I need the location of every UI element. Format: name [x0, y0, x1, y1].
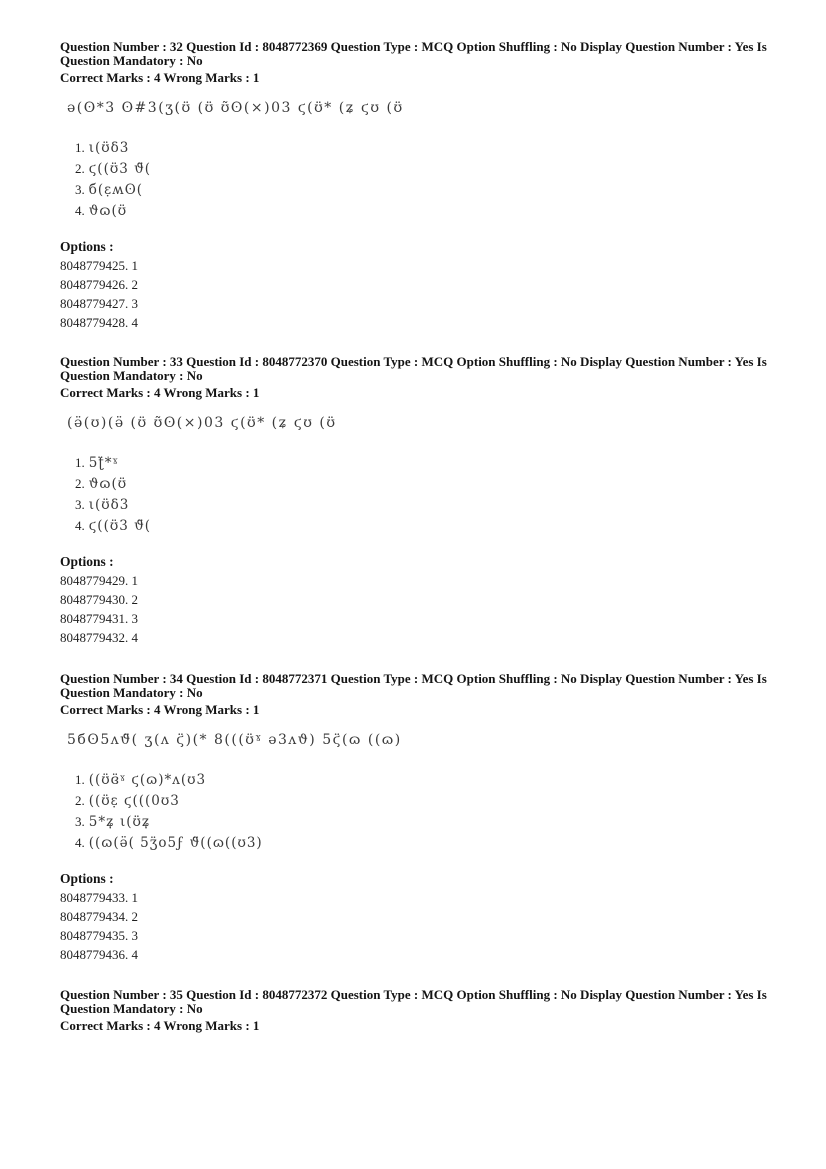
choice-text: ϑɷ(ʊ̈ — [88, 203, 128, 219]
options-label: Options : — [60, 239, 114, 254]
option-id-3: 8048779427. 3 — [60, 296, 138, 311]
question-text: ә(ʘ*3 ʘ#3(ӡ(ʊ̈ (ʊ̈ ʊ̃ʘ(×)03 ϛ(ʊ̈* (ʑ ϛʊ (ʊ̈ — [67, 100, 404, 116]
option-id-3: 8048779431. 3 — [60, 611, 138, 626]
question-meta-line2: Question Mandatory : No — [60, 368, 203, 383]
choice-number: 4. — [75, 835, 85, 850]
choice-3 — [75, 181, 143, 199]
question-meta-line1: Question Number : 34 Question Id : 8048772371 Question Type : MCQ Option Shuffling : No Display Question Number : Yes Is — [60, 671, 767, 686]
question-meta-line2: Question Mandatory : No — [60, 1001, 203, 1016]
option-id-4: 8048779428. 4 — [60, 315, 138, 330]
option-id-2: 8048779426. 2 — [60, 277, 138, 292]
choice-text: ι(ʊ̈δ3 — [88, 140, 130, 156]
choice-number: 1. — [75, 455, 85, 470]
choice-number: 2. — [75, 161, 85, 176]
question-text: 5бʘ5ʌϑ̈( ʒ(ʌ ϛ̈)(* 8(((ʊ̈ˠ ә3ʌϑ) 5ϛ̈(ɷ ((ɷ) — [67, 732, 402, 748]
option-id-1: 8048779433. 1 — [60, 890, 138, 905]
marks-line: Correct Marks : 4 Wrong Marks : 1 — [60, 70, 260, 85]
option-id-1: 8048779425. 1 — [60, 258, 138, 273]
choice-1 — [75, 771, 206, 789]
choice-text: ((ʊ̈ɛ̣ ϛ(((0ʊ3 — [88, 793, 180, 809]
choice-1 — [75, 139, 129, 157]
choice-number: 2. — [75, 476, 85, 491]
option-id-3: 8048779435. 3 — [60, 928, 138, 943]
choice-text: 5ʈ̈*ˠ — [88, 455, 119, 471]
choice-text: ι(ʊ̈δ3 — [88, 497, 130, 513]
option-id-4: 8048779432. 4 — [60, 630, 138, 645]
choice-number: 1. — [75, 140, 85, 155]
marks-line: Correct Marks : 4 Wrong Marks : 1 — [60, 1018, 260, 1033]
choice-4 — [75, 517, 151, 535]
question-block-35 — [60, 988, 770, 1048]
marks-line: Correct Marks : 4 Wrong Marks : 1 — [60, 385, 260, 400]
question-text: (ӛ(ʊ)(ӛ (ʊ̈ ʊ̃ʘ(×)03 ϛ(ʊ̈* (ʑ ϛʊ (ʊ̈ — [67, 415, 337, 431]
choice-number: 2. — [75, 793, 85, 808]
choice-text: б(ɛ̣ʍʘ( — [88, 182, 144, 198]
marks-line: Correct Marks : 4 Wrong Marks : 1 — [60, 702, 260, 717]
choice-text: 5*ʑ̣ ι(ʊ̈ʑ̣ — [88, 814, 151, 830]
question-block-33 — [60, 355, 770, 675]
question-meta-line2: Question Mandatory : No — [60, 685, 203, 700]
choice-text: ϛ((ʊ̈3 ϑ̈( — [88, 161, 152, 177]
choice-text: ((ʊ̈ɞ̈ˠ ϛ(ɷ)*ʌ(ʊ3 — [88, 772, 207, 788]
question-meta-line1: Question Number : 33 Question Id : 8048772370 Question Type : MCQ Option Shuffling : No Display Question Number : Yes Is — [60, 354, 767, 369]
choice-number: 3. — [75, 182, 85, 197]
choice-number: 3. — [75, 497, 85, 512]
choice-4 — [75, 202, 127, 220]
option-id-2: 8048779430. 2 — [60, 592, 138, 607]
choice-2 — [75, 475, 127, 493]
choice-2 — [75, 792, 180, 810]
option-id-4: 8048779436. 4 — [60, 947, 138, 962]
choice-number: 4. — [75, 203, 85, 218]
choice-text: ϑɷ(ʊ̈ — [88, 476, 128, 492]
choice-1 — [75, 454, 119, 472]
options-label: Options : — [60, 871, 114, 886]
choice-3 — [75, 496, 129, 514]
choice-number: 3. — [75, 814, 85, 829]
question-meta-line1: Question Number : 32 Question Id : 8048772369 Question Type : MCQ Option Shuffling : No Display Question Number : Yes Is — [60, 39, 767, 54]
choice-3 — [75, 813, 150, 831]
option-id-2: 8048779434. 2 — [60, 909, 138, 924]
option-id-1: 8048779429. 1 — [60, 573, 138, 588]
choice-number: 1. — [75, 772, 85, 787]
choice-text: ϛ((ʊ̈3 ϑ̈( — [88, 518, 152, 534]
choice-number: 4. — [75, 518, 85, 533]
question-block-34 — [60, 672, 770, 992]
question-meta-line1: Question Number : 35 Question Id : 8048772372 Question Type : MCQ Option Shuffling : No Display Question Number : Yes Is — [60, 987, 767, 1002]
choice-4 — [75, 834, 263, 852]
options-label: Options : — [60, 554, 114, 569]
choice-2 — [75, 160, 151, 178]
choice-text: ((ɷ(ӛ( 5ʒ̈ο5ϝ ϑ̈((ɷ((ʊ3) — [88, 835, 263, 851]
question-block-32 — [60, 40, 770, 360]
question-meta-line2: Question Mandatory : No — [60, 53, 203, 68]
